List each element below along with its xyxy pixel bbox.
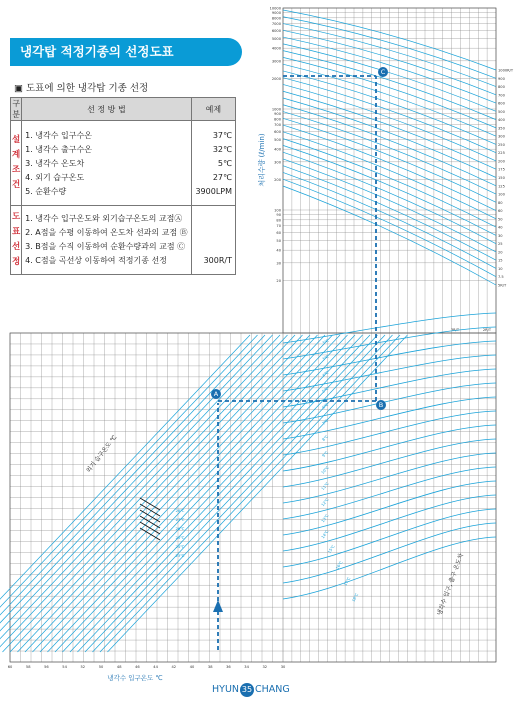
capacity-label: 30	[498, 233, 503, 238]
inlet-temp-tick-label: 46	[135, 665, 140, 669]
flow-tick-label: 400	[274, 147, 281, 152]
flow-tick-label: 50	[276, 238, 281, 243]
range-value-label: 3℃	[321, 337, 330, 346]
table-item: 1. 냉각수 입구온도와 외기습구온도의 교점Ⓐ	[25, 214, 183, 223]
wet-bulb-value-label: 26℃	[175, 526, 185, 531]
capacity-label: 1000R/T	[498, 68, 514, 73]
inlet-temp-tick-label: 34	[244, 665, 249, 669]
capacity-label: 225	[498, 151, 505, 156]
inlet-temp-tick-label: 58	[25, 665, 31, 669]
capacity-label: 350	[498, 126, 505, 131]
range-value-label: 18℃	[350, 592, 360, 603]
capacity-label: 500	[498, 109, 505, 114]
capacity-label: 25	[498, 242, 503, 247]
table-header-category: 구분	[12, 99, 20, 119]
capacity-label: 7.5	[498, 275, 504, 280]
range-value-label: 17℃	[342, 576, 352, 587]
flow-tick-label: 40	[276, 248, 281, 253]
capacity-label: 5R/T	[498, 283, 507, 288]
flow-tick-label: 60	[276, 230, 281, 235]
capacity-label-small: 2R/T	[482, 328, 492, 332]
table-item: 3. B점을 수직 이동하여 순환수량과의 교점 Ⓒ	[25, 242, 186, 251]
point-b-label: B	[378, 401, 384, 410]
inlet-temp-tick-label: 36	[226, 665, 231, 669]
section-heading: ▣ 도표에 의한 냉각탑 기종 선정	[14, 83, 149, 94]
flow-axis-label: 처리수량 (ℓ/min)	[258, 133, 266, 187]
wet-bulb-line	[0, 335, 280, 652]
capacity-label: 20	[498, 250, 503, 255]
table-value: 37℃	[212, 131, 232, 140]
range-value-label: 6℃	[320, 401, 330, 410]
guide-arrow	[213, 600, 223, 612]
capacity-label: 800	[498, 85, 505, 90]
capacity-label-small: 3R/T	[450, 328, 460, 332]
flow-tick-label: 6000	[271, 28, 281, 33]
flow-tick-label: 600	[274, 129, 281, 134]
page-title: 냉각탑 적정기종의 선정도표	[10, 38, 242, 66]
table-item: 4. C점을 곡선상 이동하여 적정기종 선정	[25, 256, 167, 265]
flow-tick-label: 10000	[269, 6, 281, 11]
point-a-label: A	[213, 390, 219, 399]
flow-tick-label: 700	[274, 123, 281, 128]
capacity-label: 150	[498, 176, 505, 180]
wet-bulb-value-label: 23℃	[175, 553, 185, 558]
inlet-temp-tick-label: 40	[189, 665, 195, 669]
table-item: 5. 순환수량	[25, 187, 67, 196]
range-value-label: 3℃	[321, 353, 330, 362]
flow-tick-label: 500	[274, 137, 281, 142]
capacity-label: 175	[498, 167, 505, 172]
wet-bulb-value-label: 24℃	[175, 544, 185, 549]
chart-selection-category: 도 표 선 정	[11, 206, 22, 275]
page-number: 35	[240, 683, 254, 697]
range-value-label: 12℃	[320, 496, 330, 508]
flow-tick-label: 100	[274, 208, 281, 213]
flow-tick-label: 9000	[271, 11, 281, 16]
flow-tick-label: 30	[276, 261, 281, 266]
flow-tick-label: 300	[274, 160, 281, 165]
inlet-temp-tick-label: 42	[171, 665, 177, 669]
flow-tick-label: 3000	[271, 59, 281, 64]
wet-bulb-line	[33, 335, 336, 652]
flow-tick-label: 1000	[271, 107, 281, 112]
flow-tick-label: 20	[276, 279, 281, 284]
capacity-label: 60	[498, 209, 503, 214]
capacity-label: 600	[498, 101, 505, 106]
inlet-temp-tick-label: 54	[62, 665, 67, 669]
table-header-example: 예제	[191, 98, 235, 121]
footer-brand	[212, 683, 290, 697]
wet-bulb-line	[40, 335, 340, 652]
capacity-label: 250	[498, 142, 505, 147]
inlet-temp-tick-label: 38	[207, 665, 213, 669]
wet-bulb-line	[0, 335, 288, 652]
flow-tick-label: 2000	[271, 77, 281, 82]
table-item: 2. A점을 수평 이동하여 온도차 선과의 교점 Ⓑ	[25, 228, 188, 237]
range-axis-label: 냉각수 입구, 출구 온도차	[436, 552, 466, 617]
capacity-label: 80	[498, 200, 503, 205]
wet-bulb-axis-label: 외기 습구온도 ℃	[85, 434, 119, 475]
range-value-label: 11℃	[319, 480, 330, 492]
wet-bulb-line	[0, 335, 295, 652]
flow-tick-label: 5000	[271, 36, 281, 41]
range-value-label: 7℃	[320, 417, 330, 426]
flow-tick-label: 7000	[271, 22, 281, 27]
inlet-temp-tick-label: 44	[153, 665, 158, 669]
capacity-label: 10	[498, 266, 503, 271]
table-value: 5℃	[217, 159, 232, 168]
flow-tick-label: 80	[276, 218, 281, 223]
range-value-label: 5℃	[320, 385, 330, 394]
flow-tick-label: 70	[276, 224, 281, 229]
wet-bulb-value-label: 28℃	[175, 508, 185, 513]
range-value-label: 9℃	[320, 449, 330, 459]
wet-bulb-value-label: 25℃	[175, 535, 185, 540]
range-value-label: 10℃	[319, 464, 330, 475]
flow-tick-label: 200	[274, 178, 281, 183]
range-value-label: 16℃	[334, 559, 344, 571]
range-value-label: 14℃	[320, 528, 330, 540]
wet-bulb-line	[25, 335, 325, 652]
flow-tick-label: 90	[276, 213, 281, 218]
table-header-method: 선 정 방 법	[22, 98, 192, 121]
inlet-temp-tick-label: 50	[98, 665, 104, 669]
capacity-label: 700	[498, 93, 505, 98]
inlet-temp-tick-label: 52	[80, 665, 86, 669]
inlet-temp-tick-label: 30	[280, 665, 286, 669]
range-value-label: 13℃	[320, 512, 330, 524]
capacity-label: 40	[498, 225, 503, 230]
footer-brand-right: CHANG	[255, 684, 290, 695]
range-value-label: 8℃	[320, 433, 330, 442]
inlet-temp-axis-label: 냉각수 입구온도 ℃	[107, 674, 163, 682]
wet-bulb-value-label: 27℃	[175, 517, 185, 522]
flow-tick-label: 800	[274, 117, 281, 122]
inlet-temp-tick-label: 48	[116, 665, 122, 669]
capacity-label: 300	[498, 134, 505, 139]
flow-tick-label: 900	[274, 112, 281, 117]
wet-bulb-line	[48, 335, 348, 652]
flow-tick-label: 8000	[271, 16, 281, 21]
capacity-label: 200	[498, 159, 505, 164]
capacity-label: 50	[498, 217, 503, 222]
table-item: 4. 외기 습구온도	[25, 173, 85, 182]
table-value: 3900LPM	[195, 187, 232, 196]
flow-tick-label: 4000	[271, 46, 281, 51]
table-value: 300R/T	[203, 256, 232, 265]
inlet-temp-tick-label: 60	[7, 665, 13, 669]
table-item: 1. 냉각수 출구수온	[25, 145, 92, 154]
table-item: 3. 냉각수 온도차	[25, 159, 85, 168]
design-conditions-category: 설 계 조 건	[11, 121, 22, 206]
wet-bulb-line	[0, 335, 273, 652]
capacity-label: 900	[498, 76, 505, 81]
capacity-label: 100	[498, 192, 505, 197]
footer-brand-left: HYUN	[212, 684, 240, 695]
capacity-label: 125	[498, 184, 505, 189]
table-item: 1. 냉각수 입구수온	[25, 131, 92, 140]
capacity-label: 400	[498, 118, 505, 123]
table-value: 32℃	[212, 145, 232, 154]
range-value-label: 15℃	[326, 543, 336, 555]
range-value-label: 4℃	[320, 369, 330, 378]
capacity-label: 15	[498, 258, 503, 263]
point-c-label: C	[380, 68, 386, 77]
inlet-temp-tick-label: 32	[262, 665, 268, 669]
inlet-temp-tick-label: 56	[44, 665, 49, 669]
wet-bulb-line	[10, 335, 310, 652]
table-value: 27℃	[212, 173, 232, 182]
